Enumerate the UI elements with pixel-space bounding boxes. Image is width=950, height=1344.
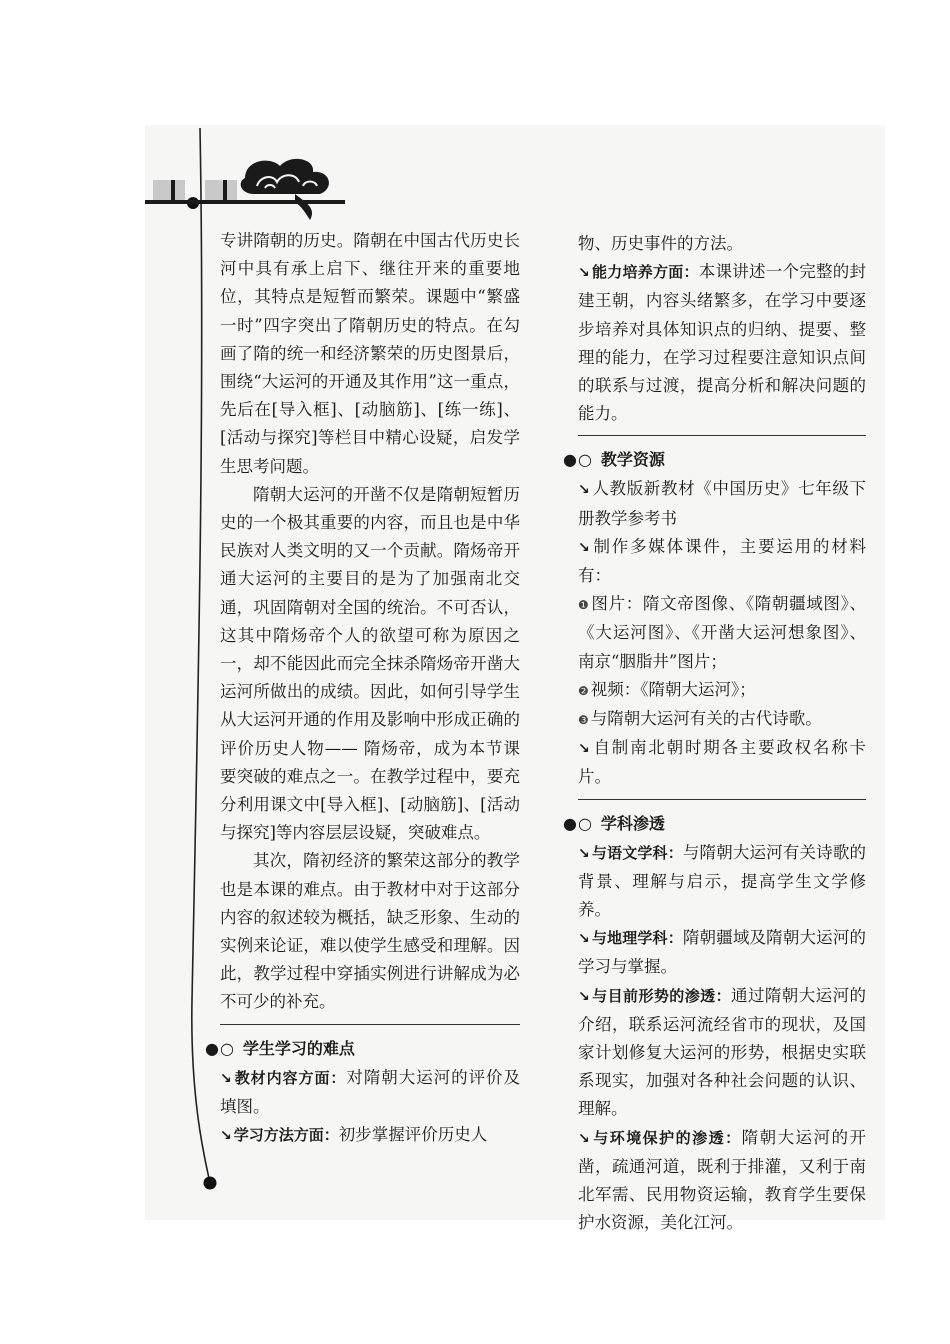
- item-text: 与隋朝大运河有关诗歌的背景、理解与启示，提高学生文学修养。: [578, 842, 866, 920]
- item-label: 与语文学科：: [591, 843, 683, 862]
- sub-item-text: 图片：隋文帝图像、《隋朝疆域图》、《大运河图》、《开凿大运河想象图》、南京“胭脂井”图片；: [578, 594, 866, 671]
- list-item: [578, 734, 866, 791]
- number-two-icon: ❷: [578, 683, 589, 698]
- item-text: 自制南北朝时期各主要政权名称卡片。: [578, 738, 866, 787]
- sub-item: [578, 705, 866, 734]
- section-heading: [205, 1034, 520, 1064]
- list-item: [578, 475, 866, 532]
- sub-item: [578, 676, 866, 705]
- item-label: 教材内容方面：: [233, 1068, 347, 1087]
- left-column: [205, 227, 520, 1150]
- arrow-icon: ↘: [578, 265, 590, 282]
- list-item: [578, 982, 866, 1124]
- list-item: [578, 1124, 866, 1238]
- arrow-icon: ↘: [220, 1128, 232, 1145]
- paragraph: 其次，隋初经济的繁荣这部分的教学也是本课的难点。由于教材中对于这部分内容的叙述较为概括，缺乏形象、生动的实例来论证，难以使学生感受和理解。因此，教学过程中穿插实例进行讲解成为必不可少的补充。: [220, 851, 520, 1012]
- bullet-marks-icon: ●○: [205, 1038, 235, 1058]
- arrow-icon: ↘: [578, 539, 590, 556]
- item-text: 隋朝大运河的开凿，疏通河道，既利于排灌，又利于南北军需、民用物资运输，教育学生要保护水资源，美化江河。: [578, 1127, 866, 1233]
- list-item: [220, 1121, 520, 1150]
- arrow-icon: ↘: [578, 988, 590, 1005]
- sub-item-text: 与隋朝大运河有关的古代诗歌。: [590, 709, 822, 729]
- number-one-icon: ❶: [578, 598, 590, 613]
- list-item: [578, 533, 866, 590]
- list-item: [578, 258, 866, 428]
- list-item: [578, 839, 866, 925]
- sub-item: [578, 590, 866, 676]
- section-divider: [578, 799, 866, 800]
- arrow-icon: ↘: [578, 482, 590, 499]
- item-text: 隋朝疆域及隋朝大运河的学习与掌握。: [578, 928, 866, 977]
- arrow-icon: ↘: [578, 1130, 590, 1147]
- arrow-icon: ↘: [578, 931, 590, 948]
- item-label: 能力培养方面：: [591, 263, 699, 282]
- section-divider: [578, 435, 866, 436]
- item-text: 人教版新教材《中国历史》七年级下册教学参考书: [578, 479, 866, 528]
- arrow-icon: ↘: [578, 741, 590, 758]
- sub-item-text: 视频：《隋朝大运河》；: [590, 679, 756, 699]
- item-label: 与环境保护的渗透：: [591, 1128, 742, 1147]
- bullet-marks-icon: ●○: [563, 813, 593, 833]
- item-text: 对隋朝大运河的评价及填图。: [220, 1067, 520, 1116]
- section-divider: [220, 1024, 520, 1025]
- item-label: 与地理学科：: [591, 929, 683, 948]
- paragraph: 隋朝大运河的开凿不仅是隋朝短暂历史的一个极其重要的内容，而且也是中华民族对人类文明的又一个贡献。隋炀帝开通大运河的主要目的是为了加强南北交通，巩固隋朝对全国的统治。不可否认，这其中隋炀帝个人的欲望可称为原因之一，却不能因此而完全抹杀隋炀帝开凿大运河所做出的成绩。因此，如何引导学生从大运河开通的作用及影响中形成正确的评价历史人物—— 隋炀帝，成为本节课要突破的难点之一。在教学过程中，要充分利用课文中[导入框]、[动脑筋]、[活动与探究]等内容层层设疑，突破难点。: [220, 484, 520, 843]
- list-item: [578, 924, 866, 981]
- item-text: 初步掌握评价历史人: [338, 1125, 488, 1145]
- item-text: 本课讲述一个完整的封建王朝，内容头绪繁多，在学习中要逐步培养对具体知识点的归纳、提要、整理的能力，在学习过程要注意知识点间的联系与过渡，提高分析和解决问题的能力。: [578, 262, 866, 424]
- continuation-text: 物、历史事件的方法。: [578, 234, 743, 253]
- bullet-marks-icon: ●○: [563, 450, 593, 470]
- item-text: 通过隋朝大运河的介绍，联系运河流经省市的现状，及国家计划修复大运河的形势，根据史实联系现实，加强对各种社会问题的认识、理解。: [578, 985, 867, 1119]
- item-label: 学习方法方面：: [233, 1126, 339, 1145]
- section-heading: [563, 809, 866, 839]
- item-label: 与目前形势的渗透：: [591, 986, 732, 1005]
- number-three-icon: ❸: [578, 713, 589, 728]
- section-title: 教学资源: [600, 450, 665, 470]
- paragraph: 专讲隋朝的历史。隋朝在中国古代历史长河中具有承上启下、继往开来的重要地位，其特点是短暂而繁荣。课题中“繁盛一时”四字突出了隋朝历史的特点。在勾画了隋的统一和经济繁荣的历史图景后，围绕“大运河的开通及其作用”这一重点，先后在[导入框]、[动脑筋]、[练一练]、[活动与探究]等栏目中精心设疑，启发学生思考问题。: [220, 231, 520, 476]
- cloud-ornament: [145, 150, 345, 230]
- item-text: 制作多媒体课件，主要运用的材料有：: [578, 536, 866, 586]
- section-heading: [563, 445, 866, 475]
- right-column: [563, 230, 867, 1238]
- section-title: 学生学习的难点: [242, 1038, 355, 1058]
- section-title: 学科渗透: [600, 813, 665, 833]
- list-item: [220, 1064, 520, 1121]
- arrow-icon: ↘: [220, 1070, 232, 1087]
- arrow-icon: ↘: [578, 845, 590, 862]
